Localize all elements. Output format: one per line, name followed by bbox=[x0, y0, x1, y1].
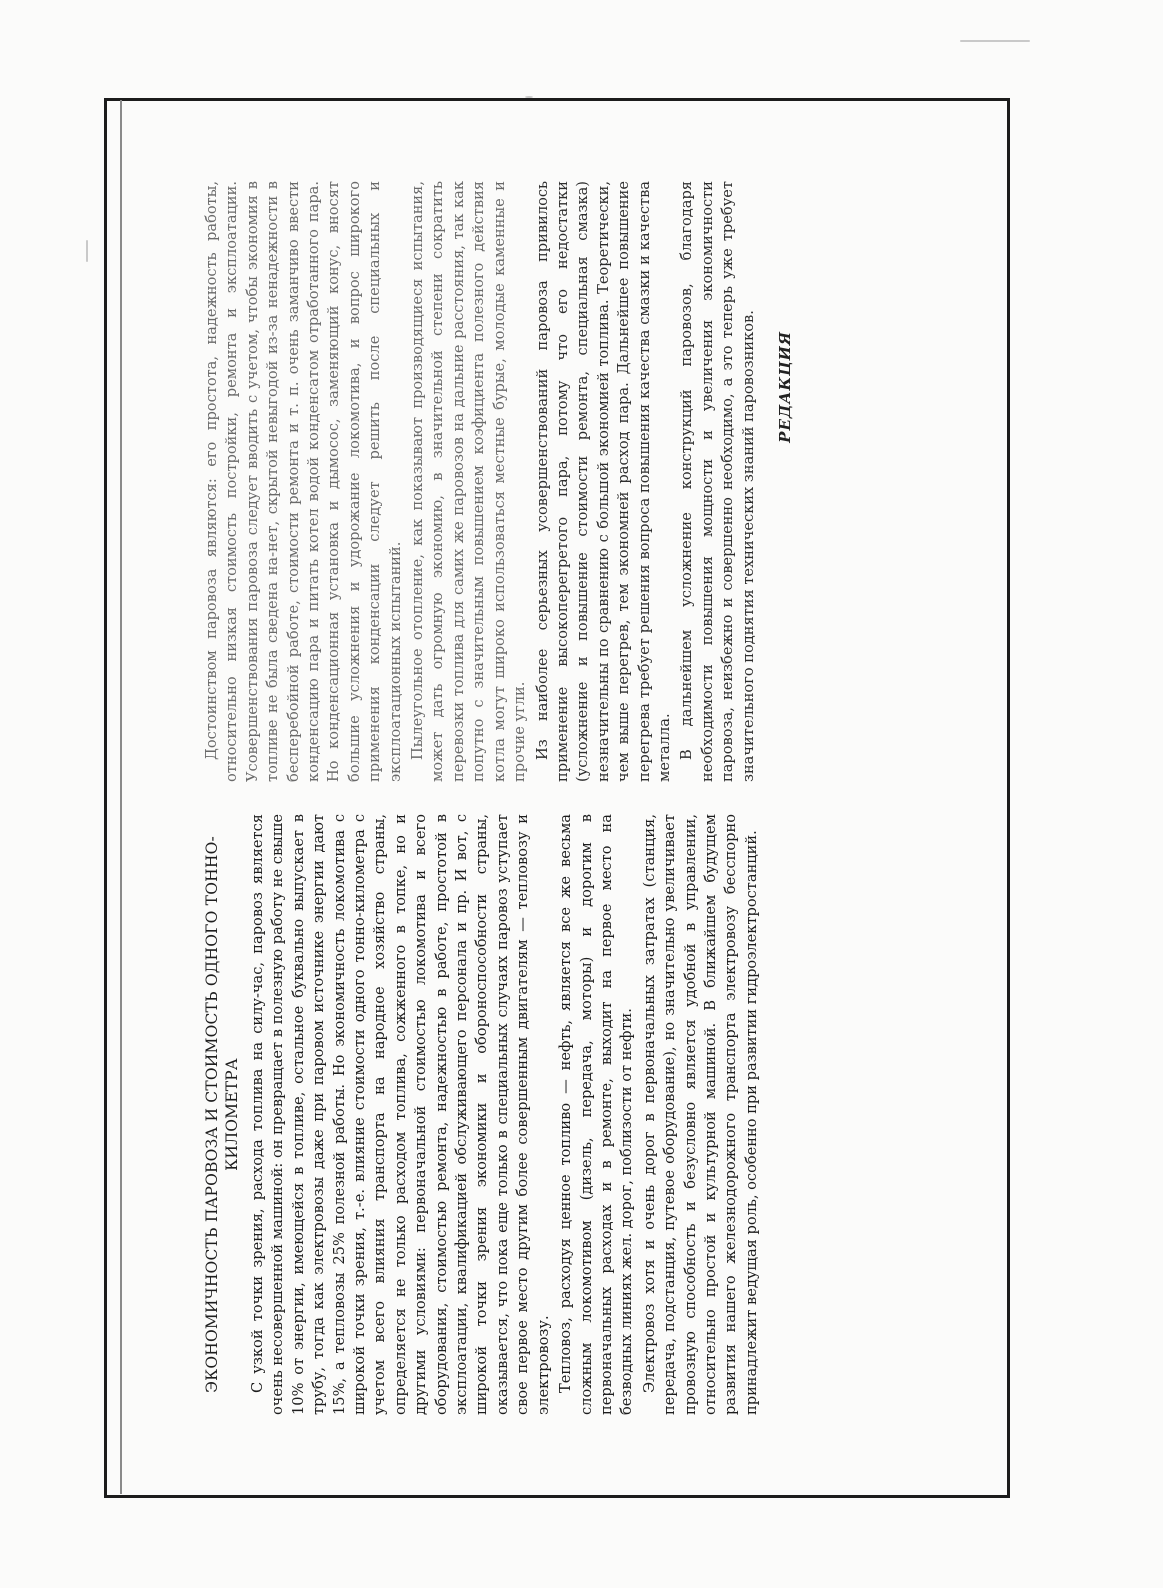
scan-speck bbox=[86, 240, 88, 262]
article-title: ЭКОНОМИЧНОСТЬ ПАРОВОЗА И СТОИМОСТЬ ОДНОГО ТОННО-КИЛОМЕТРА bbox=[203, 836, 241, 1393]
right-paragraph-1: Достоинством паровоза являются: его простота, надежность работы, относительно низкая стоимость постройки, ремонта и эксплоатации. Усовершенствования паровоза следует вводить с учетом, чтобы экономия в топливе не была сведена на-нет, скрытой невыгодой из-за ненадежности в бесперебойной работе, стоимости ремонта и т. п. очень заманчиво ввести конденсацию пара и питать котел водой конденсатом отработанного пара. Но конденсационная установка и дымосос, заменяющий конус, вносят большие усложнения и удорожание локомотива, и вопрос широкого применения конденсации следует решить после специальных и эксплоатационных испытаний. bbox=[203, 181, 404, 782]
left-paragraph-2: Тепловоз, расходуя ценное топливо — нефть, является все же весьма сложным локомотивом (дизель, передача, моторы) и дорогим в первоначальных расходах и в ремонте, выходит на первое место на безводных линиях жел. дорог, поблизости от нефти. bbox=[557, 814, 636, 1415]
rotated-content bbox=[107, 101, 1007, 1495]
article-page bbox=[107, 101, 1007, 1495]
right-column bbox=[202, 181, 947, 782]
left-column bbox=[202, 814, 947, 1415]
right-paragraph-2: Пылеугольное отопление, как показывают производящиеся испытания, может дать огромную экономию, в значительной степени сократить перевозки топлива для самих же паровозов на дальние расстояния, так как попутно с значительным повышением коэфициента полезного действия котла могут широко использоваться местные бурые, молодые каменные и прочие угли. bbox=[409, 181, 529, 782]
right-paragraph-3: Из наиболее серьезных усовершенствований паровоза привилось применение высокоперегретого пара, потому что его недостатки (усложнение и повышение стоимости ремонта, специальная смазка) незначительны по сравнению с большой экономией топлива. Теоретически, чем выше перегрев, тем экономней расход пара. Дальнейшее повышение перегрева требует решения вопроса повышения качества смазки и качества металла. bbox=[533, 181, 673, 782]
right-paragraph-4: В дальнейшем усложнение конструкций паровозов, благодаря необходимости повышения мощности и увеличения экономичности паровоза, неизбежно и совершенно необходимо, а это теперь уже требует значительного поднятия технических знаний паровозников. bbox=[678, 181, 757, 782]
editorial-signature: РЕДАКЦИЯ bbox=[775, 331, 794, 443]
left-paragraph-3: Электровоз хотя и очень дорог в первоначальных затратах (станция, передача, подстанция, путевое оборудование), но значительно увеличивает провозную способность и безусловно является удобной в управлении, относительно простой и культурной машиной. В ближайшем будущем развития нашего железнодорожного транспорта электровозу бесспорно принадлежит ведущая роль, особенно при развитии гидроэлектростанций. bbox=[640, 814, 760, 1415]
scan-speck bbox=[960, 40, 1030, 42]
left-paragraph-1: С узкой точки зрения, расхода топлива на силу-час, паровоз является очень несовершенной машиной: он превращает в полезную работу не свыше 10% от энергии, имеющейся в топливе, остальное буквально выпускает в трубу, тогда как электровозы даже при паровом источнике энергии дают 15%, а тепловозы 25% полезной работы. Но экономичность локомотива с широкой точки зрения, т.-е. влияние стоимости одного тонно-километра с учетом всего влияния транспорта на народное хозяйство страны, определяется не только расходом топлива, сожженного в топке, но и другими условиями: первоначальной стоимостью локомотива и всего оборудования, стоимостью ремонта, надежностью в работе, простотой в эксплоатации, квалификацией обслуживающего персонала и пр. И вот, с широкой точки зрения экономики и обороноспособности страны, оказывается, что пока еще только в специальных случаях паровоз уступает свое первое место другим более совершенным двигателям — тепловозу и электровозу. bbox=[249, 814, 552, 1415]
